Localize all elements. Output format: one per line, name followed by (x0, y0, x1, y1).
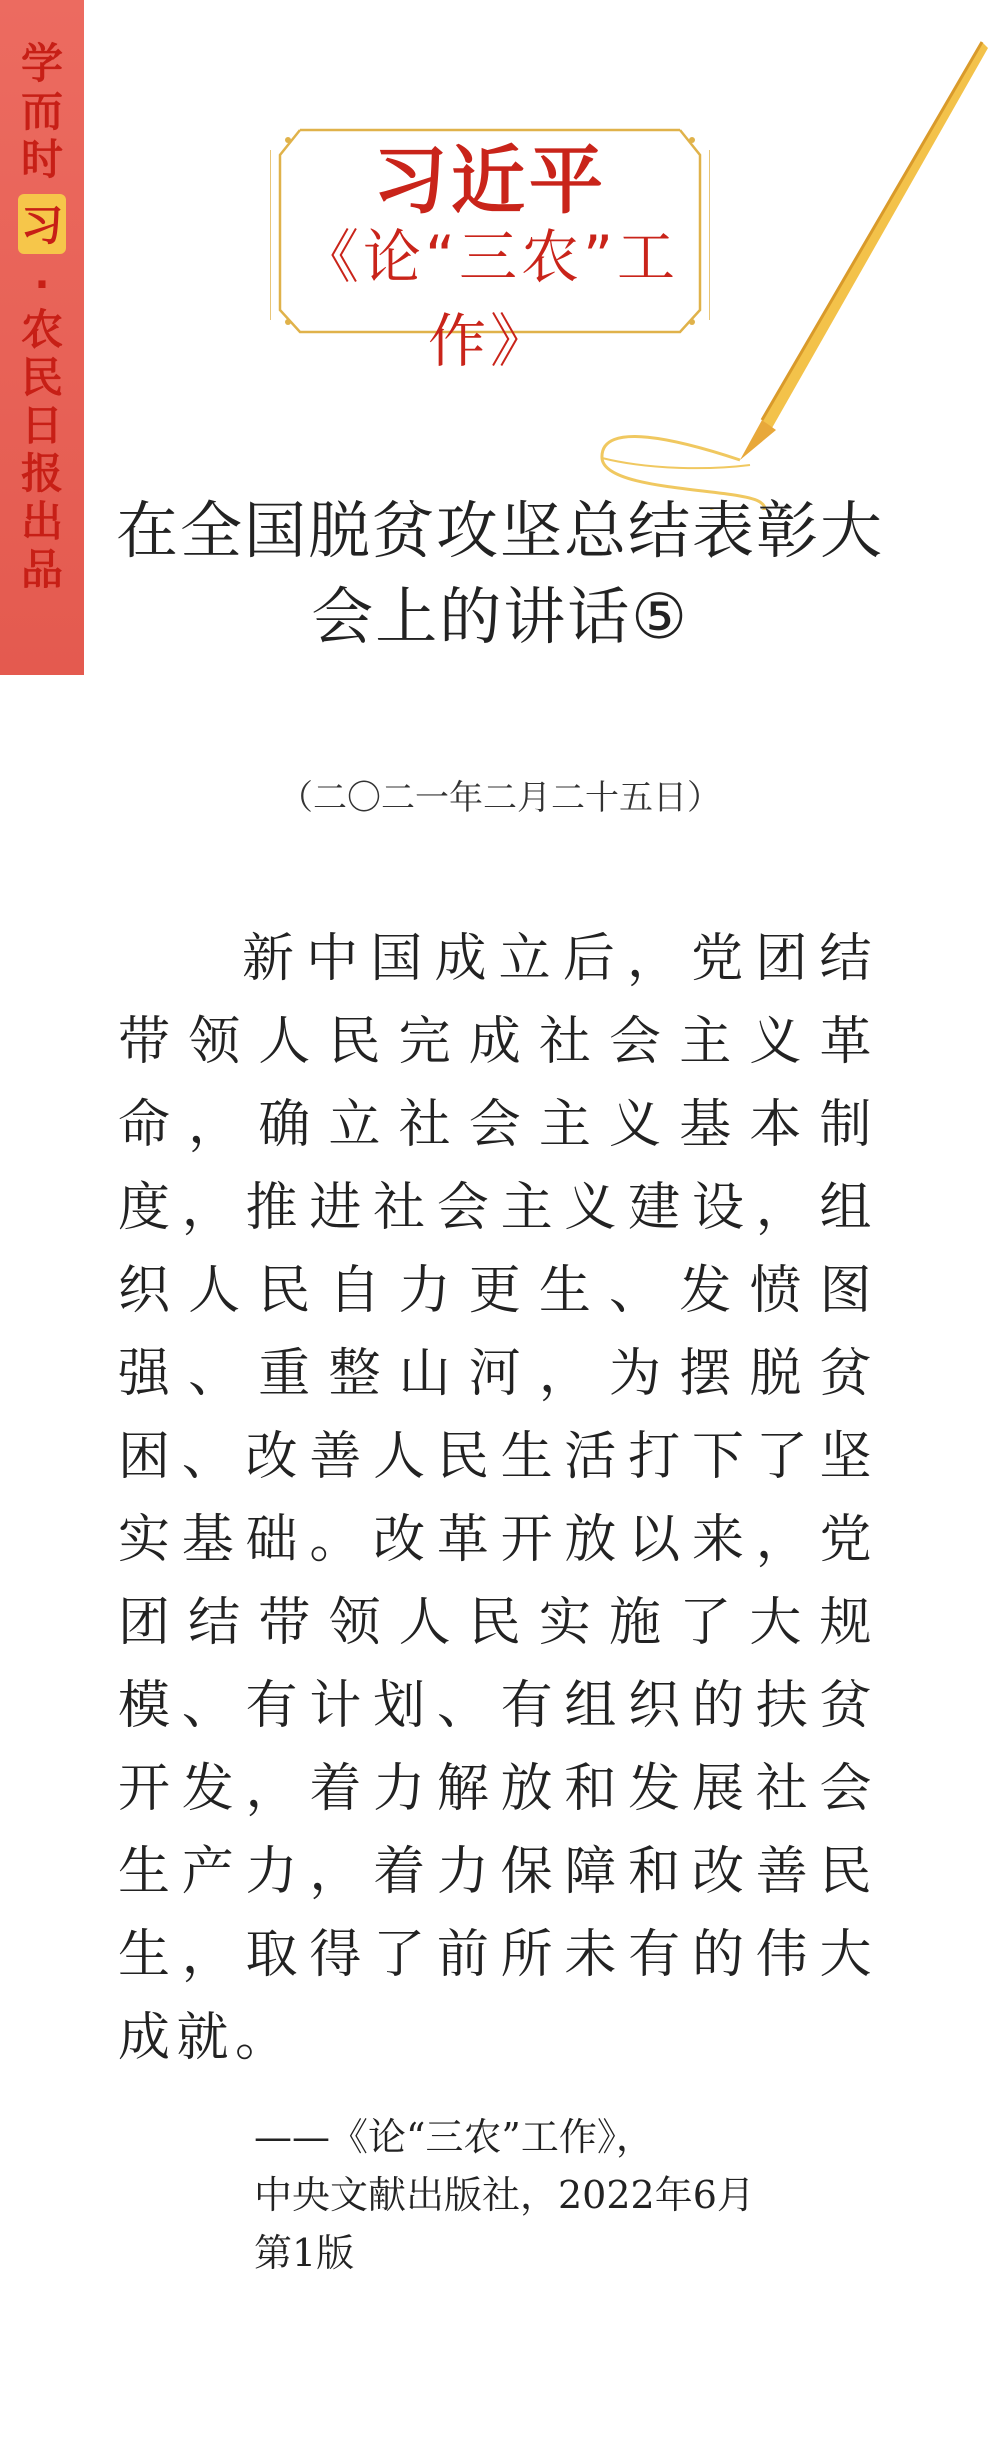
title-book: 《论“三农”工作》 (300, 223, 680, 375)
sidebar-separator: · (34, 262, 50, 308)
fountain-pen-icon (590, 40, 1000, 514)
sidebar-banner (0, 0, 84, 675)
source-line-2: 中央文献出版社，2022年6月 (254, 2173, 755, 2217)
sidebar-title: 学而时 (20, 39, 63, 184)
source-line-1: ——《论“三农”工作》， (254, 2115, 654, 2159)
speech-date: （二〇二一年二月二十五日） (279, 778, 721, 818)
speech-headline: 在全国脱贫攻坚总结表彰大会上的讲话⑤ (115, 494, 884, 653)
xi-badge-icon (16, 192, 68, 256)
title-author: 习近平 (373, 138, 607, 224)
source-line-3: 第1版 (254, 2231, 355, 2275)
badge-char: 习 (20, 201, 64, 250)
sidebar-publisher: 农民日报出品 (20, 305, 63, 594)
source-citation (254, 2108, 894, 2282)
body-paragraph: 新中国成立后，党团结带领人民完成社会主义革命，确立社会主义基本制度，推进社会主义建设，组织人民自力更生、发愤图强、重整山河，为摆脱贫困、改善人民生活打下了坚实基础。改革开放以来，党团结带领人民实施了大规模、有计划、有组织的扶贫开发，着力解放和发展社会生产力，着力保障和改善民生，取得了前所未有的伟大成就。 (118, 929, 878, 2068)
